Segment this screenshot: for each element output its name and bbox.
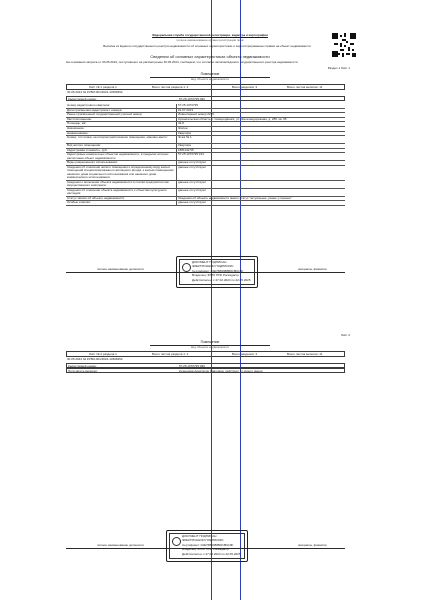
row-value: 42.8 bbox=[178, 122, 184, 126]
row-value: Сведения об объекте недвижимости имеют статус "актуальные, ранее учтенные" bbox=[178, 196, 292, 200]
row-label: Назначение: bbox=[67, 127, 85, 130]
sheet1-object-type: Помещение bbox=[200, 72, 220, 76]
sheet2-recipient-row bbox=[66, 368, 345, 373]
row-value: данные отсутствуют bbox=[178, 188, 207, 192]
extract-intro: Выписка из Единого государственного реестра недвижимости об основных характеристиках и зарегистрированных правах на объект недвижимости bbox=[103, 45, 311, 48]
sheet2-object-type: Помещение bbox=[200, 340, 220, 344]
sheet2-name-caption: инициалы, фамилия bbox=[298, 544, 327, 547]
row-label: Вид жилого помещения: bbox=[67, 144, 101, 148]
stamp-line-1: ДОКУМЕНТ ПОДПИСАН bbox=[192, 261, 227, 264]
row-label: Кадастровая стоимость, руб: bbox=[67, 148, 108, 152]
sheet2-date-number: 30.05.2024 № КУВИ-001/2024-14508452 bbox=[67, 358, 123, 361]
row-value: Этаж № 1 bbox=[178, 136, 192, 140]
seal-icon bbox=[172, 537, 181, 546]
stamp-line-2: ЭЛЕКТРОННОЙ ПОДПИСЬЮ bbox=[182, 539, 224, 542]
agency-caption: полное наименование органа регистрации прав bbox=[176, 39, 244, 42]
row-value: Жилое bbox=[178, 127, 188, 130]
row-value: 57:25:1070795 bbox=[178, 104, 199, 107]
sheet1-info-row bbox=[66, 84, 345, 90]
row-label: Виды разрешенного использования: bbox=[67, 161, 118, 165]
table-row bbox=[66, 181, 345, 189]
stamp-line-4: Владелец: ФГБУ ППК Роскадастр bbox=[182, 548, 230, 551]
table-row bbox=[66, 166, 345, 181]
scan-line-right bbox=[240, 0, 241, 600]
sheet2-total-sheets-section: Всего листов раздела 1: 2 bbox=[152, 353, 189, 356]
sheet2-info-row bbox=[66, 351, 345, 357]
row-label: Площадь, м2: bbox=[67, 122, 87, 126]
sheet1-cadastral-label: Кадастровый номер: bbox=[68, 97, 97, 101]
stamp-line-5: Действителен: с 27.02.2024 по 22.05.2025 bbox=[182, 553, 241, 556]
sheet1-cadastral-value: 57:25:1070795:390 bbox=[179, 97, 205, 101]
scan-line-left bbox=[211, 0, 212, 600]
sheet1-position-caption: полное наименование должности bbox=[97, 268, 144, 271]
row-label: Местоположение: bbox=[67, 117, 92, 121]
table-row bbox=[66, 189, 345, 197]
row-value: данные отсутствуют bbox=[178, 180, 207, 184]
sheet1-total-sheets-extract: Всего листов выписки: 11 bbox=[287, 86, 323, 89]
sheet1-sheet-cell: Лист № 1 раздела 1 bbox=[89, 86, 117, 89]
row-value: Квартира bbox=[178, 131, 191, 135]
request-line: На основании запроса от 30.05.2024, поступившего на рассмотрение 30.05.2024, сообщаем, что согласно записям Единого государственного реестра недвижимости: bbox=[66, 61, 299, 64]
agency-name: Федеральная служба государственной регистрации, кадастра и картографии bbox=[152, 34, 268, 37]
row-label: Сведения о включении объекта недвижимости в состав предприятия как имущественного комплекса: bbox=[67, 180, 169, 188]
sheet2-total-sections: Всего разделов: 3 bbox=[232, 353, 258, 356]
row-value: Архангельская область, г. Северодвинск, ул. Железнодорожная, д. 28б, кв. 65 bbox=[178, 117, 287, 121]
row-label: Наименование: bbox=[67, 131, 89, 135]
sheet1-number: Раздел 1 Лист 1 bbox=[327, 67, 350, 70]
stamp-line-3: Сертификат: 02E76B0088B0C8DC9F bbox=[192, 270, 244, 273]
sheet1-total-sheets-section: Всего листов раздела 1: 2 bbox=[152, 86, 189, 89]
sheet1-cadastral-row bbox=[66, 96, 345, 101]
sheet1-name-caption: инициалы, фамилия bbox=[298, 268, 327, 271]
row-label: Сведения об отнесении жилого помещения к определенному виду жилых помещений специализированного жилищного фонда, к жилым помещениям наемного дома социального использования или наемного дома коммерческого использования: bbox=[67, 166, 174, 180]
row-label: Статус записи об объекте недвижимости: bbox=[67, 196, 125, 200]
sheet2-cadastral-label: Кадастровый номер: bbox=[68, 364, 97, 368]
sheet2-cadastral-value: 57:25:1070795:390 bbox=[179, 364, 205, 368]
table-row bbox=[66, 201, 345, 206]
sheet2-sheet-cell: Лист № 2 раздела 1 bbox=[89, 353, 117, 356]
extract-title: Сведения об основных характеристиках объекта недвижимости bbox=[150, 55, 270, 59]
row-label: Сведения об отнесении объекта недвижимости к объектам культурного наследия: bbox=[67, 188, 167, 196]
sheet2-recipient-label: Получатель выписки: bbox=[68, 369, 98, 373]
row-value: данные отсутствуют bbox=[178, 161, 207, 165]
row-value: Инвентарный номер 2270 bbox=[178, 113, 214, 117]
sheet1-object-type-caption: вид объекта недвижимости bbox=[190, 78, 230, 81]
row-value: 01.07.2013 bbox=[178, 108, 194, 112]
row-value: Квартира bbox=[178, 144, 191, 148]
row-label: Ранее присвоенный государственный учетный номер: bbox=[67, 113, 143, 117]
stamp-line-2: ЭЛЕКТРОННОЙ ПОДПИСЬЮ bbox=[192, 265, 234, 268]
stamp-line-4: Владелец: ФГБУ ППК Роскадастр bbox=[192, 274, 240, 277]
sheet2-total-sheets-extract: Всего листов выписки: 11 bbox=[287, 353, 323, 356]
stamp-line-5: Действителен: с 27.02.2024 по 22.05.2025 bbox=[192, 279, 251, 282]
row-label: Кадастровые номера иных объектов недвижимости, в пределах которых расположен объект недвижимости: bbox=[67, 153, 169, 160]
table-row bbox=[66, 136, 345, 144]
row-value: 57:25:1070795:193 bbox=[178, 153, 204, 157]
sheet2-position-caption: полное наименование должности bbox=[97, 544, 144, 547]
e-signature-stamp bbox=[166, 530, 248, 562]
sheet1-total-sections: Всего разделов: 3 bbox=[232, 86, 258, 89]
seal-icon bbox=[182, 263, 191, 272]
row-label: Номер кадастрового квартала: bbox=[67, 104, 110, 107]
sheet2-number: Лист 2 bbox=[340, 334, 350, 337]
stamp-line-1: ДОКУМЕНТ ПОДПИСАН bbox=[182, 535, 217, 538]
sheet2-object-type-caption: вид объекта недвижимости bbox=[190, 346, 230, 349]
table-row bbox=[66, 153, 345, 161]
row-label: Номер, тип этажа, на котором расположено помещение, машино-место: bbox=[67, 136, 168, 140]
sheet1-date-number: 30.05.2024 № КУВИ-001/2024-14508452 bbox=[67, 91, 123, 94]
row-value: данные отсутствуют bbox=[178, 166, 207, 169]
row-value: данные отсутствуют bbox=[178, 201, 207, 205]
row-label: Дата присвоения кадастрового номера: bbox=[67, 108, 123, 112]
stamp-line-3: Сертификат: 02E76B0088B0C8DC9F bbox=[182, 544, 234, 547]
sheet2-recipient-value: Кузнецова Анастасия Павловна, действует от своего имени bbox=[179, 369, 263, 373]
row-label: Особые отметки: bbox=[67, 201, 91, 205]
row-value: 1881132.55 bbox=[178, 148, 194, 152]
e-signature-stamp bbox=[176, 256, 258, 288]
